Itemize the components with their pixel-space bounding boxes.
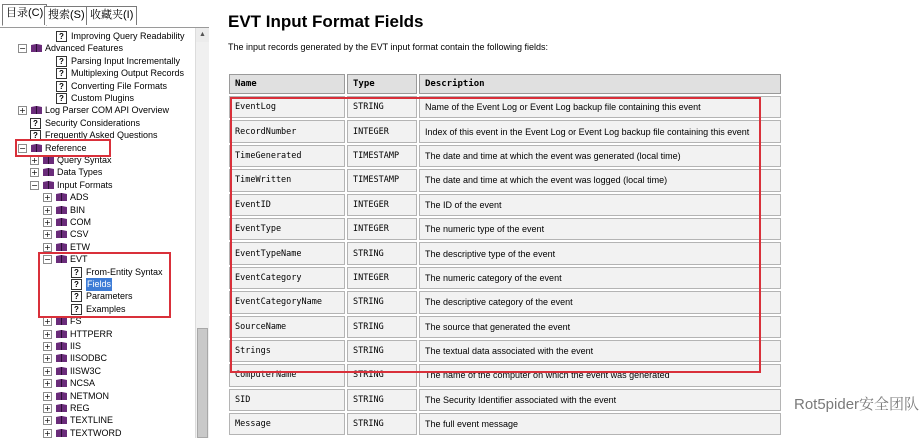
- tree-item-label: Data Types: [57, 167, 103, 178]
- field-description-cell: The textual data associated with the event: [419, 340, 781, 362]
- field-description-cell: The numeric category of the event: [419, 267, 781, 289]
- tree-item-label: Parameters: [86, 291, 133, 302]
- tree-item[interactable]: [0, 117, 195, 130]
- table-row: [229, 413, 781, 435]
- column-header-name: Name: [229, 74, 345, 94]
- book-icon: [55, 205, 68, 215]
- book-icon: [55, 403, 68, 413]
- field-name-cell: EventTypeName: [229, 242, 345, 264]
- expand-icon[interactable]: +: [44, 416, 51, 426]
- scrollbar-thumb[interactable]: [197, 328, 208, 438]
- field-name-cell: SID: [229, 389, 345, 411]
- help-page-icon: ?: [30, 118, 41, 129]
- field-name-cell: EventLog: [229, 96, 345, 118]
- tab-search[interactable]: 搜索(S): [44, 6, 89, 25]
- field-name-cell: Strings: [229, 340, 345, 362]
- tree-item[interactable]: [0, 290, 195, 303]
- field-description-cell: Name of the Event Log or Event Log backup file containing this event: [419, 96, 781, 118]
- help-page-icon: ?: [71, 291, 82, 302]
- table-row: [229, 96, 781, 118]
- book-icon: [55, 341, 68, 351]
- book-icon: [30, 43, 43, 53]
- book-icon: [55, 229, 68, 239]
- contents-tree: [0, 28, 195, 438]
- content-pane: [215, 0, 920, 438]
- help-page-icon: ?: [56, 93, 67, 104]
- table-row: [229, 145, 781, 167]
- expand-icon[interactable]: +: [44, 205, 51, 215]
- tree-item[interactable]: [0, 278, 195, 291]
- field-type-cell: STRING: [347, 316, 417, 338]
- book-icon: [42, 155, 55, 165]
- help-page-icon: ?: [30, 130, 41, 141]
- tree-scrollbar[interactable]: [195, 28, 209, 438]
- field-type-cell: INTEGER: [347, 194, 417, 216]
- collapse-icon[interactable]: −: [19, 44, 26, 54]
- field-name-cell: SourceName: [229, 316, 345, 338]
- watermark: Rot5pider安全团队: [792, 393, 921, 414]
- table-row: [229, 316, 781, 338]
- book-icon: [55, 316, 68, 326]
- intro-text: The input records generated by the EVT input format contain the following fields:: [228, 42, 549, 52]
- contents-pane: [0, 0, 209, 438]
- field-name-cell: EventID: [229, 194, 345, 216]
- book-icon: [55, 366, 68, 376]
- tree-item[interactable]: [0, 241, 195, 254]
- collapse-icon[interactable]: −: [19, 143, 26, 153]
- help-page-icon: ?: [56, 68, 67, 79]
- tree-item[interactable]: [0, 414, 195, 427]
- book-icon: [42, 180, 55, 190]
- field-type-cell: INTEGER: [347, 267, 417, 289]
- column-header-description: Description: [419, 74, 781, 94]
- tree-item-label: Reference: [45, 142, 87, 153]
- tree-item[interactable]: [0, 216, 195, 229]
- tree-item[interactable]: [0, 154, 195, 167]
- tree-item-label: Security Considerations: [45, 117, 141, 128]
- field-type-cell: STRING: [347, 340, 417, 362]
- field-name-cell: EventType: [229, 218, 345, 240]
- field-name-cell: RecordNumber: [229, 120, 345, 142]
- book-icon: [55, 242, 68, 252]
- expand-icon[interactable]: +: [31, 156, 38, 165]
- table-row: [229, 389, 781, 411]
- book-icon: [55, 391, 68, 401]
- expand-icon[interactable]: +: [44, 317, 51, 327]
- field-name-cell: TimeGenerated: [229, 145, 345, 167]
- tree-item[interactable]: [0, 30, 195, 43]
- expand-icon[interactable]: +: [44, 329, 51, 339]
- help-page-icon: ?: [71, 304, 82, 315]
- table-row: [229, 194, 781, 216]
- tree-item-label: Query Syntax: [57, 155, 112, 165]
- page-title: EVT Input Format Fields: [228, 12, 424, 31]
- pane-tabs: [0, 0, 209, 28]
- collapse-icon[interactable]: −: [44, 255, 51, 265]
- field-name-cell: Message: [229, 413, 345, 435]
- help-page-icon: ?: [56, 56, 67, 67]
- expand-icon[interactable]: +: [44, 379, 51, 389]
- book-icon: [55, 353, 68, 363]
- field-name-cell: TimeWritten: [229, 169, 345, 191]
- field-description-cell: The Security Identifier associated with the event: [419, 389, 781, 411]
- field-type-cell: STRING: [347, 291, 417, 313]
- table-row: [229, 120, 781, 142]
- expand-icon[interactable]: +: [44, 218, 51, 227]
- book-icon: [55, 378, 68, 388]
- tree-item-label: TEXTWORD: [70, 427, 122, 438]
- tree-item[interactable]: [0, 92, 195, 105]
- tree-item-label: FS: [70, 316, 82, 327]
- tree-item[interactable]: [0, 377, 195, 390]
- tree-item-label: HTTPERR: [70, 328, 113, 339]
- expand-icon[interactable]: +: [44, 193, 51, 203]
- expand-icon[interactable]: +: [31, 168, 38, 178]
- tree-item[interactable]: [0, 427, 195, 440]
- expand-icon[interactable]: +: [44, 428, 51, 438]
- tree-item[interactable]: [0, 365, 195, 378]
- book-icon: [55, 428, 68, 438]
- tab-contents[interactable]: 目录(C): [2, 4, 47, 26]
- tree-item-label: ETW: [70, 241, 90, 252]
- tree-item-label: NETMON: [70, 390, 109, 401]
- book-icon: [42, 167, 55, 177]
- fields-table: [227, 72, 783, 437]
- field-type-cell: INTEGER: [347, 218, 417, 240]
- tree-item-label: Fields: [87, 279, 112, 289]
- tree-item[interactable]: [0, 253, 195, 266]
- field-type-cell: TIMESTAMP: [347, 145, 417, 167]
- tree-item-label: Parsing Input Incrementally: [71, 55, 181, 66]
- tree-item[interactable]: [0, 104, 195, 117]
- tree-item-label: REG: [70, 403, 90, 413]
- field-description-cell: The descriptive category of the event: [419, 291, 781, 313]
- table-row: [229, 340, 781, 362]
- tree-item-label: EVT: [70, 254, 88, 265]
- field-description-cell: The numeric type of the event: [419, 218, 781, 240]
- tree-item[interactable]: [0, 179, 195, 192]
- expand-icon[interactable]: +: [44, 391, 51, 401]
- tree-item[interactable]: [0, 228, 195, 241]
- book-icon: [30, 143, 43, 153]
- tree-item[interactable]: [0, 129, 195, 142]
- tree-item[interactable]: [0, 80, 195, 93]
- tree-item-label: From-Entity Syntax: [86, 266, 163, 277]
- tree-item[interactable]: [0, 191, 195, 204]
- tree-item-label: Custom Plugins: [71, 93, 135, 103]
- help-page-icon: ?: [71, 279, 82, 290]
- table-row: [229, 242, 781, 264]
- tree-item-label: CSV: [70, 229, 89, 240]
- tree-item-label: IISODBC: [70, 353, 108, 364]
- tree-item[interactable]: [0, 55, 195, 68]
- tree-item-label: TEXTLINE: [70, 415, 114, 426]
- tree-item[interactable]: [0, 390, 195, 403]
- tree-item[interactable]: [0, 340, 195, 353]
- book-icon: [55, 329, 68, 339]
- tree-item-label: Multiplexing Output Records: [71, 68, 185, 79]
- field-description-cell: The full event message: [419, 413, 781, 435]
- tree-item-label: Advanced Features: [45, 43, 124, 54]
- tree-item-label: IISW3C: [70, 365, 102, 376]
- tree-item[interactable]: [0, 315, 195, 328]
- field-description-cell: The descriptive type of the event: [419, 242, 781, 264]
- tab-favorites[interactable]: 收藏夹(I): [86, 6, 137, 25]
- tree-item-label: Examples: [86, 303, 126, 314]
- field-description-cell: The name of the computer on which the event was generated: [419, 364, 781, 386]
- tree-item[interactable]: [0, 328, 195, 341]
- tree-item-label: IIS: [70, 341, 82, 351]
- book-icon: [55, 192, 68, 202]
- tree-item-label: COM: [70, 217, 91, 227]
- column-header-type: Type: [347, 74, 417, 94]
- field-description-cell: The ID of the event: [419, 194, 781, 216]
- tree-item[interactable]: [0, 266, 195, 279]
- table-row: [229, 218, 781, 240]
- field-type-cell: STRING: [347, 413, 417, 435]
- tree-item-label: ADS: [70, 192, 89, 203]
- field-type-cell: INTEGER: [347, 120, 417, 142]
- expand-icon[interactable]: +: [44, 230, 51, 240]
- tree-item[interactable]: [0, 402, 195, 415]
- table-row: [229, 169, 781, 191]
- collapse-icon[interactable]: −: [31, 180, 38, 190]
- scroll-up-icon[interactable]: ▲: [196, 28, 209, 42]
- expand-icon[interactable]: +: [44, 404, 51, 413]
- help-page-icon: ?: [56, 31, 67, 42]
- tree-item[interactable]: [0, 42, 195, 55]
- tree-item-label: Frequently Asked Questions: [45, 130, 158, 141]
- help-page-icon: ?: [56, 81, 67, 92]
- tree-item-label: Input Formats: [57, 179, 113, 190]
- field-type-cell: STRING: [347, 389, 417, 411]
- tree-item[interactable]: [0, 142, 195, 155]
- field-name-cell: ComputerName: [229, 364, 345, 386]
- fields-table-wrap: [227, 72, 783, 437]
- book-icon: [55, 254, 68, 264]
- field-description-cell: The date and time at which the event was generated (local time): [419, 145, 781, 167]
- tree-item[interactable]: [0, 166, 195, 179]
- field-type-cell: STRING: [347, 96, 417, 118]
- expand-icon[interactable]: +: [44, 242, 51, 252]
- tree-item[interactable]: [0, 204, 195, 217]
- expand-icon[interactable]: +: [19, 106, 26, 116]
- field-description-cell: Index of this event in the Event Log or Event Log backup file containing this event: [419, 120, 781, 142]
- field-name-cell: EventCategoryName: [229, 291, 345, 313]
- tree-item-label: Converting File Formats: [71, 80, 168, 91]
- tree-item-label: NCSA: [70, 378, 96, 389]
- table-row: [229, 364, 781, 386]
- field-description-cell: The date and time at which the event was logged (local time): [419, 169, 781, 191]
- table-header-row: [229, 74, 781, 94]
- field-type-cell: TIMESTAMP: [347, 169, 417, 191]
- tree-item-label: Log Parser COM API Overview: [45, 105, 170, 116]
- tree-item-label: BIN: [70, 204, 86, 215]
- tree-item[interactable]: [0, 352, 195, 365]
- expand-icon[interactable]: +: [44, 342, 51, 351]
- book-icon: [55, 217, 68, 227]
- book-icon: [30, 105, 43, 115]
- field-type-cell: STRING: [347, 364, 417, 386]
- help-page-icon: ?: [71, 267, 82, 278]
- expand-icon[interactable]: +: [44, 366, 51, 376]
- field-type-cell: STRING: [347, 242, 417, 264]
- book-icon: [55, 415, 68, 425]
- expand-icon[interactable]: +: [44, 354, 51, 364]
- table-row: [229, 267, 781, 289]
- field-description-cell: The source that generated the event: [419, 316, 781, 338]
- tree-item-label: Improving Query Readability: [71, 31, 185, 41]
- table-row: [229, 291, 781, 313]
- tree-item[interactable]: [0, 67, 195, 80]
- field-name-cell: EventCategory: [229, 267, 345, 289]
- tree-item[interactable]: [0, 303, 195, 316]
